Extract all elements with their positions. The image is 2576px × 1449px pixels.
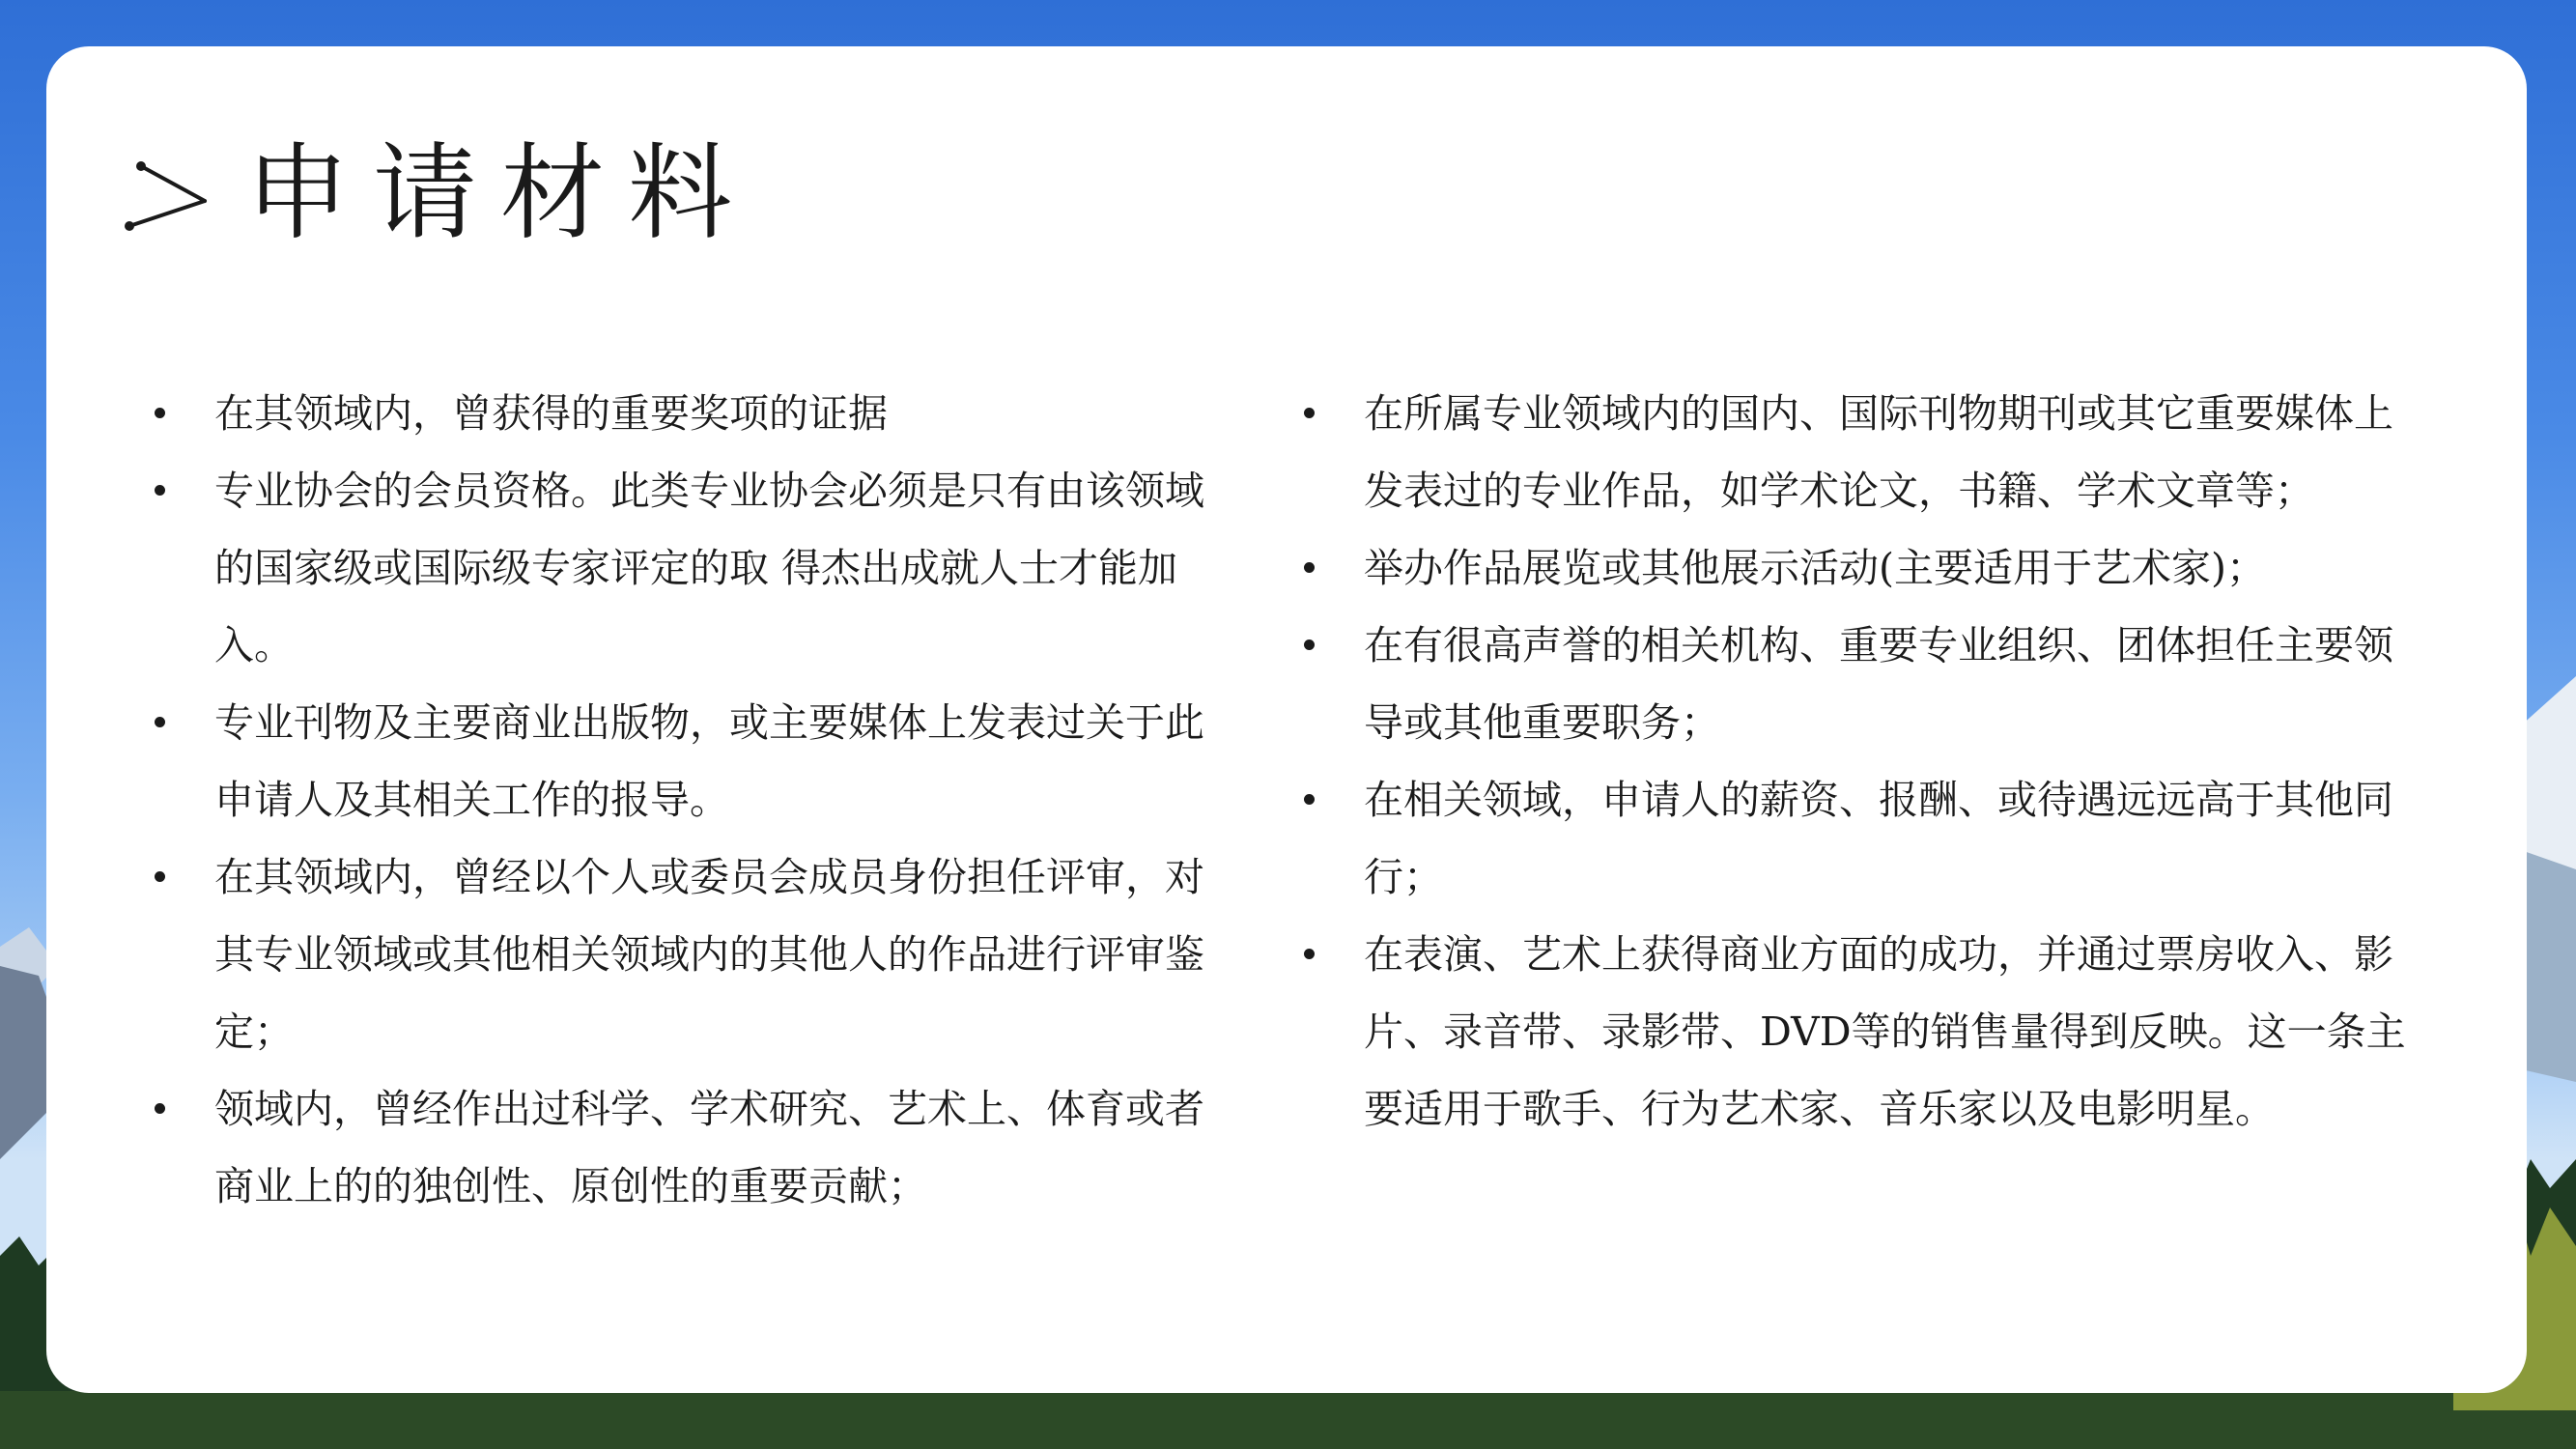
constellation-arrow-icon [120, 135, 216, 232]
list-item: 在表演、艺术上获得商业方面的成功，并通过票房收入、影片、录音带、录影带、DVD等的销售量得到反映。这一条主要适用于歌手、行为艺术家、音乐家以及电影明星。 [1294, 916, 2424, 1148]
bullet-list-right [1294, 375, 2424, 1148]
bullet-list-left [145, 375, 1227, 1225]
list-item: 在相关领域，申请人的薪资、报酬、或待遇远远高于其他同行； [1294, 761, 2424, 916]
list-item: 专业协会的会员资格。此类专业协会必须是只有由该领域的国家级或国际级专家评定的取 得杰出成就人士才能加入。 [145, 452, 1227, 684]
list-item: 在有很高声誉的相关机构、重要专业组织、团体担任主要领导或其他重要职务； [1294, 607, 2424, 761]
list-item: 专业刊物及主要商业出版物，或主要媒体上发表过关于此申请人及其相关工作的报导。 [145, 684, 1227, 838]
title-row [120, 126, 756, 254]
requirements-right-column [1294, 375, 2424, 1148]
requirements-left-column [145, 375, 1227, 1225]
list-item: 在其领域内，曾经以个人或委员会成员身份担任评审，对其专业领域或其他相关领域内的其他人的作品进行评审鉴定； [145, 838, 1227, 1070]
list-item: 领域内，曾经作出过科学、学术研究、艺术上、体育或者商业上的的独创性、原创性的重要贡献； [145, 1070, 1227, 1225]
list-item: 举办作品展览或其他展示活动(主要适用于艺术家)； [1294, 529, 2424, 607]
list-item: 在其领域内，曾获得的重要奖项的证据 [145, 375, 1227, 452]
list-item: 在所属专业领域内的国内、国际刊物期刊或其它重要媒体上发表过的专业作品，如学术论文，书籍、学术文章等； [1294, 375, 2424, 529]
page-title: 申请材料 [245, 132, 756, 254]
